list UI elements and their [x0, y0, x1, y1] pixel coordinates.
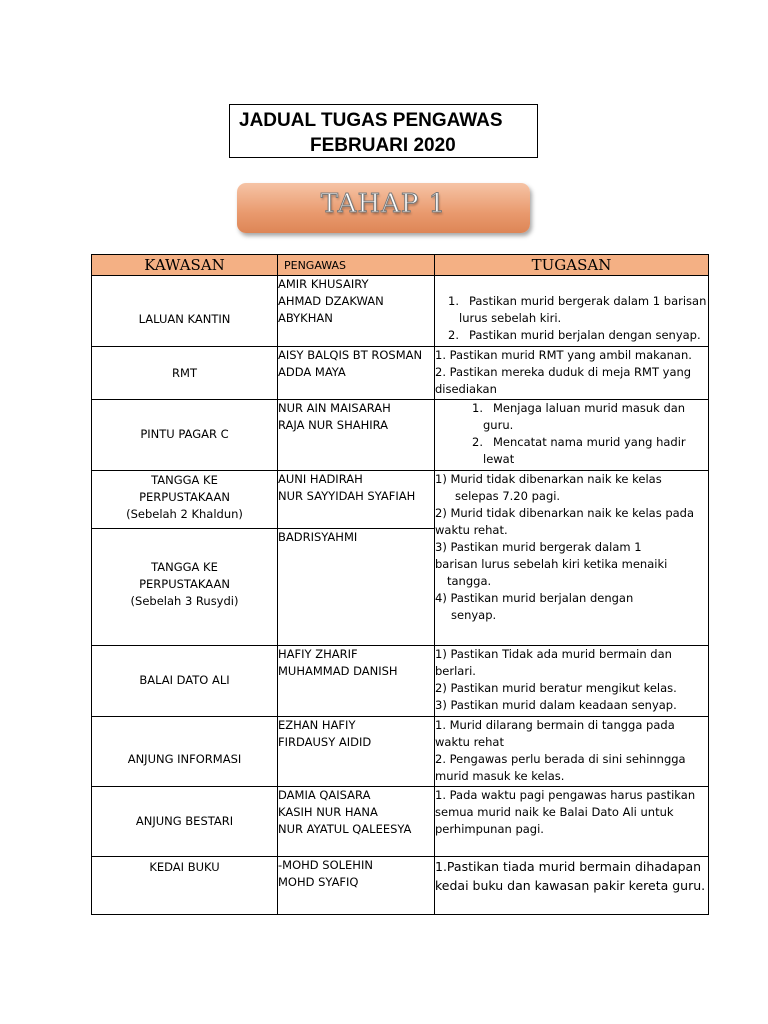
area-cell — [92, 717, 278, 787]
duty-text: Menjaga laluan murid masuk dan — [493, 401, 686, 415]
title-box — [229, 104, 538, 158]
prefects-cell — [278, 646, 435, 717]
duty-text: barisan lurus sebelah kiri ketika menaiki tangga. — [435, 557, 668, 588]
duty-number: 2. — [472, 435, 483, 449]
header-pengawas: PENGAWAS — [278, 255, 435, 276]
duty-text-cont: guru. — [483, 418, 514, 432]
area-label: RMT — [172, 366, 197, 380]
duties-cell — [435, 471, 709, 646]
duties-cell — [435, 787, 709, 857]
prefect-name: MUHAMMAD DANISH — [278, 664, 398, 678]
duties-cell — [435, 276, 709, 347]
duty-text: 3) Pastikan murid dalam keadaan senyap. — [435, 698, 677, 712]
area-label: TANGGA KE — [151, 560, 218, 574]
duty-text: 1. Murid dilarang bermain di tangga pada waktu rehat — [435, 718, 675, 749]
duties-cell — [435, 717, 709, 787]
table-row — [92, 717, 709, 787]
table-row — [92, 400, 709, 471]
prefect-name: NUR SAYYIDAH SYAFIAH — [278, 489, 416, 503]
duty-text-cont: lurus sebelah kiri. — [459, 311, 562, 325]
duty-text: Pastikan murid bergerak dalam 1 barisan — [469, 294, 707, 308]
area-cell — [92, 471, 278, 529]
area-cell — [92, 529, 278, 646]
area-label: BALAI DATO ALI — [139, 673, 230, 687]
level-banner-label: TAHAP 1 — [320, 189, 447, 219]
table-row — [92, 471, 709, 529]
area-cell — [92, 857, 278, 915]
duties-cell — [435, 857, 709, 915]
prefect-name: AISY BALQIS BT ROSMAN — [278, 348, 423, 362]
duties-cell — [435, 347, 709, 400]
prefects-cell — [278, 400, 435, 471]
table-row — [92, 787, 709, 857]
duty-number: 2. — [448, 328, 459, 342]
area-label: (Sebelah 2 Khaldun) — [126, 507, 243, 521]
duty-text: 2. Pastikan mereka duduk di meja RMT yang disediakan — [435, 365, 692, 396]
area-label: (Sebelah 3 Rusydi) — [130, 594, 239, 608]
area-cell — [92, 646, 278, 717]
table-header-row — [92, 255, 709, 276]
page-subtitle: FEBRUARI 2020 — [310, 135, 456, 156]
prefect-name: RAJA NUR SHAHIRA — [278, 418, 389, 432]
area-label: PERPUSTAKAAN — [139, 577, 230, 591]
page-title: JADUAL TUGAS PENGAWAS — [239, 110, 503, 131]
duty-text-cont: lewat — [483, 452, 515, 466]
duty-text: 1) Murid tidak dibenarkan naik ke kelas — [435, 472, 662, 486]
area-label: ANJUNG INFORMASI — [127, 752, 242, 766]
area-label: PERPUSTAKAAN — [139, 490, 230, 504]
duty-text: 4) Pastikan murid berjalan dengan — [435, 591, 634, 605]
area-cell — [92, 276, 278, 347]
duty-text: selepas 7.20 pagi. — [455, 489, 561, 503]
table-row — [92, 857, 709, 915]
header-kawasan: KAWASAN — [92, 255, 278, 276]
area-label: LALUAN KANTIN — [138, 312, 231, 326]
duty-text: senyap. — [451, 608, 497, 622]
prefect-name: FIRDAUSY AIDID — [278, 735, 372, 749]
header-tugasan: TUGASAN — [435, 255, 709, 276]
prefect-name: KASIH NUR HANA — [278, 805, 378, 819]
prefect-name: AUNI HADIRAH — [278, 472, 363, 486]
duty-text: 2) Pastikan murid beratur mengikut kelas. — [435, 681, 677, 695]
area-cell — [92, 347, 278, 400]
prefect-name: ADDA MAYA — [278, 365, 346, 379]
prefects-cell — [278, 471, 435, 529]
prefect-name: AMIR KHUSAIRY — [278, 277, 369, 291]
prefect-name: EZHAN HAFIY — [278, 718, 356, 732]
table-row — [92, 646, 709, 717]
area-label: PINTU PAGAR C — [140, 427, 229, 441]
duty-text: 1. Pastikan murid RMT yang ambil makanan. — [435, 348, 692, 362]
duties-cell — [435, 400, 709, 471]
duty-text: 1. Pada waktu pagi pengawas harus pastikan semua murid naik ke Balai Dato Ali untuk perhimpunan pagi. — [435, 788, 696, 836]
duty-text: 2) Murid tidak dibenarkan naik ke kelas pada waktu rehat. — [435, 506, 695, 537]
prefect-name: HAFIY ZHARIF — [278, 647, 358, 661]
prefects-cell — [278, 717, 435, 787]
prefects-cell — [278, 529, 435, 646]
prefects-cell — [278, 857, 435, 915]
area-label: KEDAI BUKU — [149, 860, 220, 874]
area-label: ANJUNG BESTARI — [135, 814, 234, 828]
prefect-name: NUR AYATUL QALEESYA — [278, 822, 412, 836]
prefect-name: -MOHD SOLEHIN — [278, 858, 373, 872]
prefects-cell — [278, 347, 435, 400]
prefects-cell — [278, 787, 435, 857]
duty-text: 3) Pastikan murid bergerak dalam 1 — [435, 540, 642, 554]
prefects-cell — [278, 276, 435, 347]
duty-number: 1. — [448, 294, 459, 308]
area-cell — [92, 400, 278, 471]
duty-table — [91, 254, 709, 915]
duty-text: Pastikan murid berjalan dengan senyap. — [469, 328, 701, 342]
table-row — [92, 276, 709, 347]
prefect-name: BADRISYAHMI — [278, 530, 358, 544]
prefect-name: MOHD SYAFIQ — [278, 875, 359, 889]
duty-text: 2. Pengawas perlu berada di sini sehinngga murid masuk ke kelas. — [435, 752, 686, 783]
table-row — [92, 347, 709, 400]
prefect-name: NUR AIN MAISARAH — [278, 401, 391, 415]
prefect-name: ABYKHAN — [278, 311, 333, 325]
area-label: TANGGA KE — [151, 473, 218, 487]
duty-number: 1. — [472, 401, 483, 415]
duty-text: Mencatat nama murid yang hadir — [493, 435, 686, 449]
duty-text: 1.Pastikan tiada murid bermain dihadapan kedai buku dan kawasan pakir kereta guru. — [435, 859, 706, 893]
level-banner — [237, 183, 530, 233]
duties-cell — [435, 646, 709, 717]
prefect-name: AHMAD DZAKWAN — [278, 294, 384, 308]
area-cell — [92, 787, 278, 857]
duty-text: 1) Pastikan Tidak ada murid bermain dan berlari. — [435, 647, 672, 678]
prefect-name: DAMIA QAISARA — [278, 788, 371, 802]
